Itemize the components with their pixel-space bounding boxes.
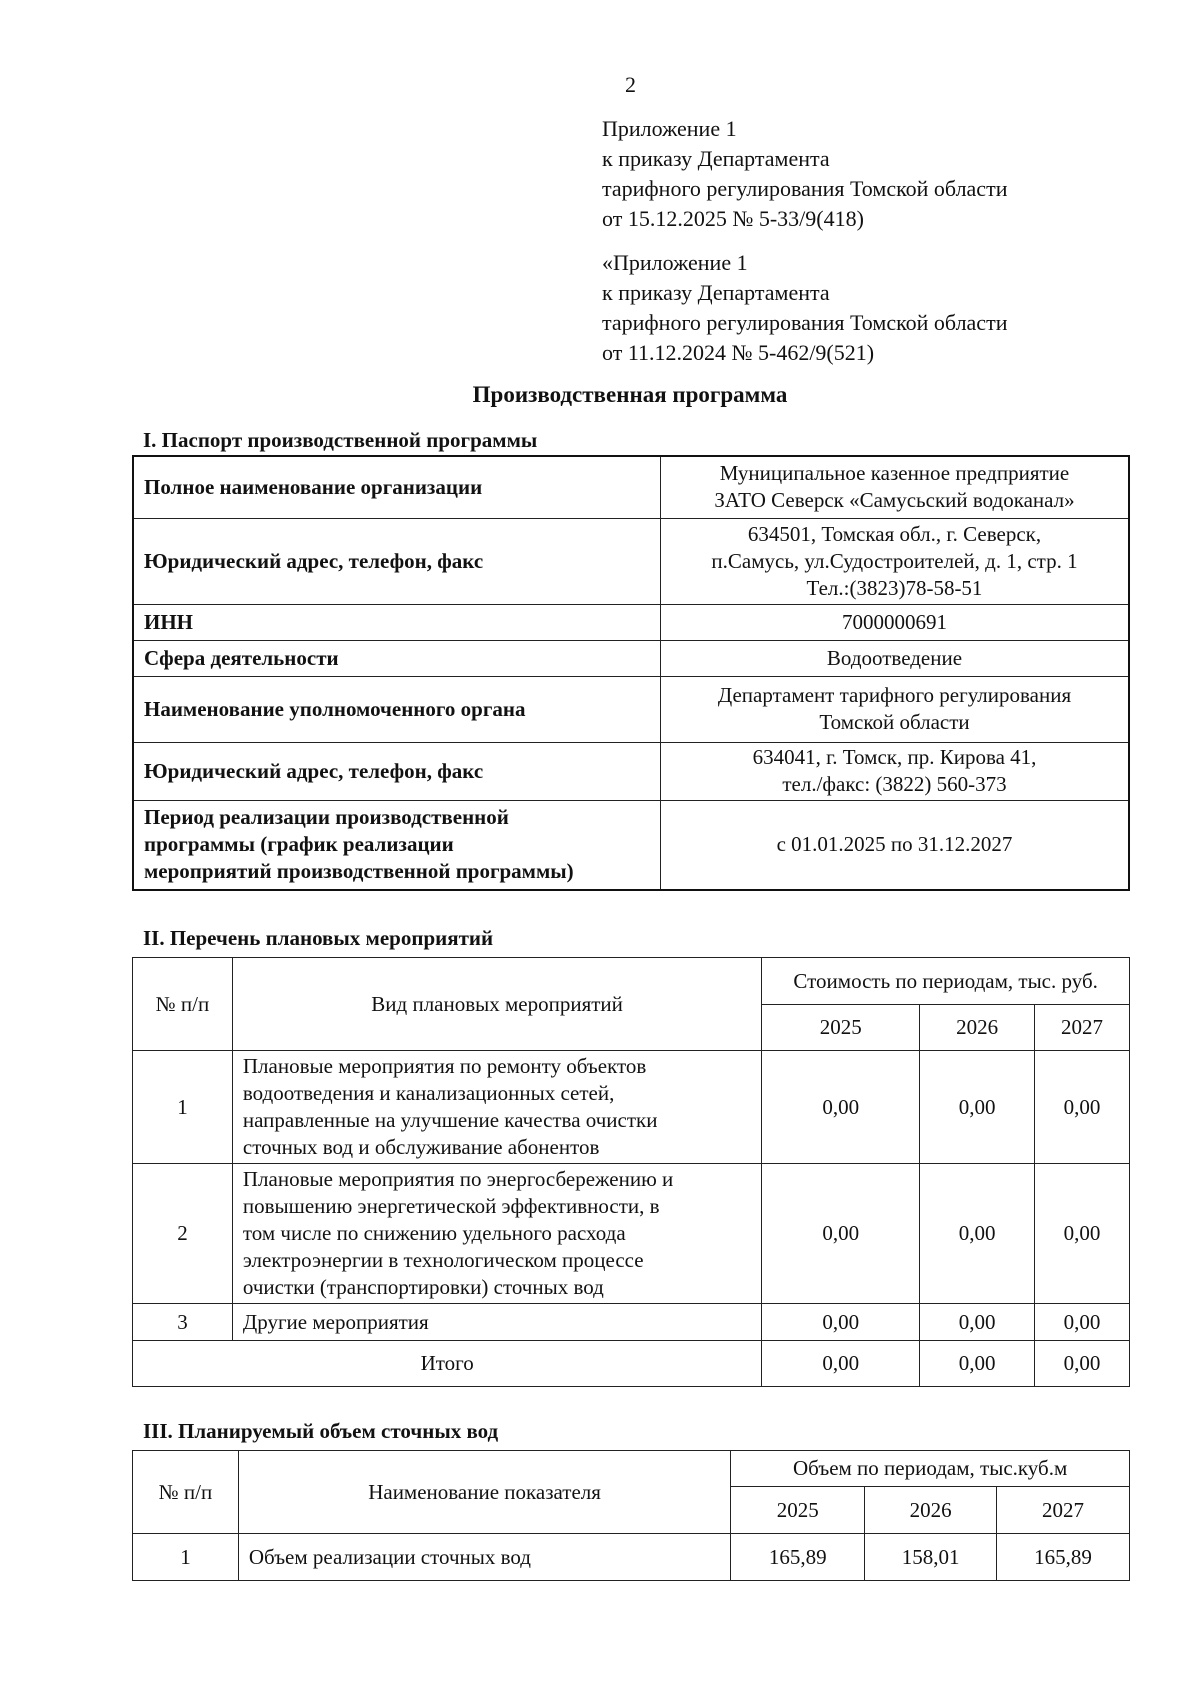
column-header-num: № п/п [133,1451,239,1534]
cell-value: 0,00 [762,1164,920,1304]
column-header-year: 2026 [865,1487,997,1534]
column-header-year: 2025 [762,1005,920,1051]
appendix-heading-current [602,114,1162,234]
cell-value: 0,00 [762,1341,920,1387]
cell-value: 0,00 [920,1341,1035,1387]
appendix-line: «Приложение 1 [602,250,748,275]
column-header-year: 2026 [920,1005,1035,1051]
row-value [661,676,1130,742]
value-line: тел./факс: (3822) 560-373 [782,772,1007,796]
table-total-row [133,1341,1130,1387]
row-label: Полное наименование организации [133,456,661,518]
row-value [661,456,1130,518]
table-row [133,1164,1130,1304]
value-line: Тел.:(3823)78-58-51 [806,575,983,600]
row-number: 2 [133,1164,233,1304]
section-title-passport: I. Паспорт производственной программы [143,428,538,452]
table-row [133,1051,1130,1164]
row-number: 1 [133,1051,233,1164]
page-number: 2 [625,72,636,97]
column-header-cost: Стоимость по периодам, тыс. руб. [762,958,1130,1005]
cell-value: 0,00 [762,1304,920,1341]
label-line: Период реализации производственной [144,805,509,830]
value-line: ЗАТО Северск «Самусьский водоканал» [714,488,1075,513]
row-label: Наименование уполномоченного органа [133,676,661,742]
column-header-year: 2025 [731,1487,865,1534]
cell-value: 0,00 [762,1051,920,1164]
section-title-measures: II. Перечень плановых мероприятий [143,926,494,950]
value-line: Томской области [819,710,970,734]
total-label: Итого [133,1341,762,1387]
desc-line: Плановые мероприятия по энергосбережению и [242,1167,674,1191]
desc-line: сточных вод и обслуживание абонентов [242,1135,600,1159]
row-label: Юридический адрес, телефон, факс [133,742,661,800]
value-line: Водоотведение [826,645,963,670]
appendix-line: к приказу Департамента [602,280,830,305]
table-row [133,456,1129,518]
cell-value: 0,00 [1035,1304,1130,1341]
row-value [661,640,1130,676]
desc-line: направленные на улучшение качества очистки [242,1108,658,1132]
measures-table [132,957,1130,1387]
desc-line: Другие мероприятия [242,1309,429,1334]
desc-line: том числе по снижению удельного расхода [242,1221,626,1245]
cell-value: 0,00 [920,1164,1035,1304]
value-line: Муниципальное казенное предприятие [719,461,1070,486]
row-value [661,604,1130,640]
table-row [133,1304,1130,1341]
appendix-line: тарифного регулирования Томской области [602,176,1008,201]
cell-value: 0,00 [1035,1051,1130,1164]
row-label: Юридический адрес, телефон, факс [133,518,661,604]
row-label: ИНН [133,604,661,640]
table-row [133,1534,1130,1581]
row-label: Сфера деятельности [133,640,661,676]
desc-line: водоотведения и канализационных сетей, [242,1081,615,1105]
value-line: с 01.01.2025 по 31.12.2027 [776,832,1013,857]
cell-value: 165,89 [997,1534,1130,1581]
row-description [232,1304,761,1341]
passport-table [132,455,1130,891]
document-title: Производственная программа [472,382,788,407]
column-header-type: Вид плановых мероприятий [232,958,761,1051]
table-row [133,604,1129,640]
row-value [661,742,1130,800]
column-header-year: 2027 [1035,1005,1130,1051]
desc-line: Плановые мероприятия по ремонту объектов [242,1054,647,1078]
row-description: Объем реализации сточных вод [238,1534,730,1581]
value-line: 634041, г. Томск, пр. Кирова 41, [752,745,1037,769]
cell-value: 158,01 [865,1534,997,1581]
cell-value: 0,00 [1035,1341,1130,1387]
cell-value: 0,00 [1035,1164,1130,1304]
appendix-line: тарифного регулирования Томской области [602,310,1008,335]
column-header-volume: Объем по периодам, тыс.куб.м [731,1451,1130,1487]
table-row [133,676,1129,742]
section-title-volume: III. Планируемый объем сточных вод [143,1419,499,1443]
volume-table [132,1450,1130,1581]
row-number: 3 [133,1304,233,1341]
table-header-row [133,1451,1130,1487]
desc-line: повышению энергетической эффективности, в [242,1194,660,1218]
label-line: мероприятий производственной программы) [144,859,574,884]
table-row [133,640,1129,676]
appendix-heading-original [602,248,1162,368]
value-line: 634501, Томская обл., г. Северск, [747,521,1042,546]
table-header-row [133,958,1130,1005]
row-description [232,1051,761,1164]
row-description [232,1164,761,1304]
column-header-name: Наименование показателя [238,1451,730,1534]
row-value [661,800,1130,890]
appendix-line: от 11.12.2024 № 5-462/9(521) [602,340,875,365]
value-line: Департамент тарифного регулирования [717,683,1072,707]
table-row [133,800,1129,890]
cell-value: 0,00 [920,1304,1035,1341]
table-row [133,742,1129,800]
appendix-line: от 15.12.2025 № 5-33/9(418) [602,206,864,231]
table-row [133,518,1129,604]
column-header-num: № п/п [133,958,233,1051]
cell-value: 0,00 [920,1051,1035,1164]
appendix-line: к приказу Департамента [602,146,830,171]
value-line: п.Самусь, ул.Судостроителей, д. 1, стр. 1 [711,548,1078,573]
column-header-year: 2027 [997,1487,1130,1534]
cell-value: 165,89 [731,1534,865,1581]
label-line: программы (график реализации [144,832,454,857]
row-number: 1 [133,1534,239,1581]
appendix-line: Приложение 1 [602,116,737,141]
row-value [661,518,1130,604]
value-line: 7000000691 [842,609,947,634]
desc-line: очистки (транспортировки) сточных вод [242,1275,604,1299]
row-label [133,800,661,890]
desc-line: электроэнергии в технологическом процессе [242,1248,644,1272]
